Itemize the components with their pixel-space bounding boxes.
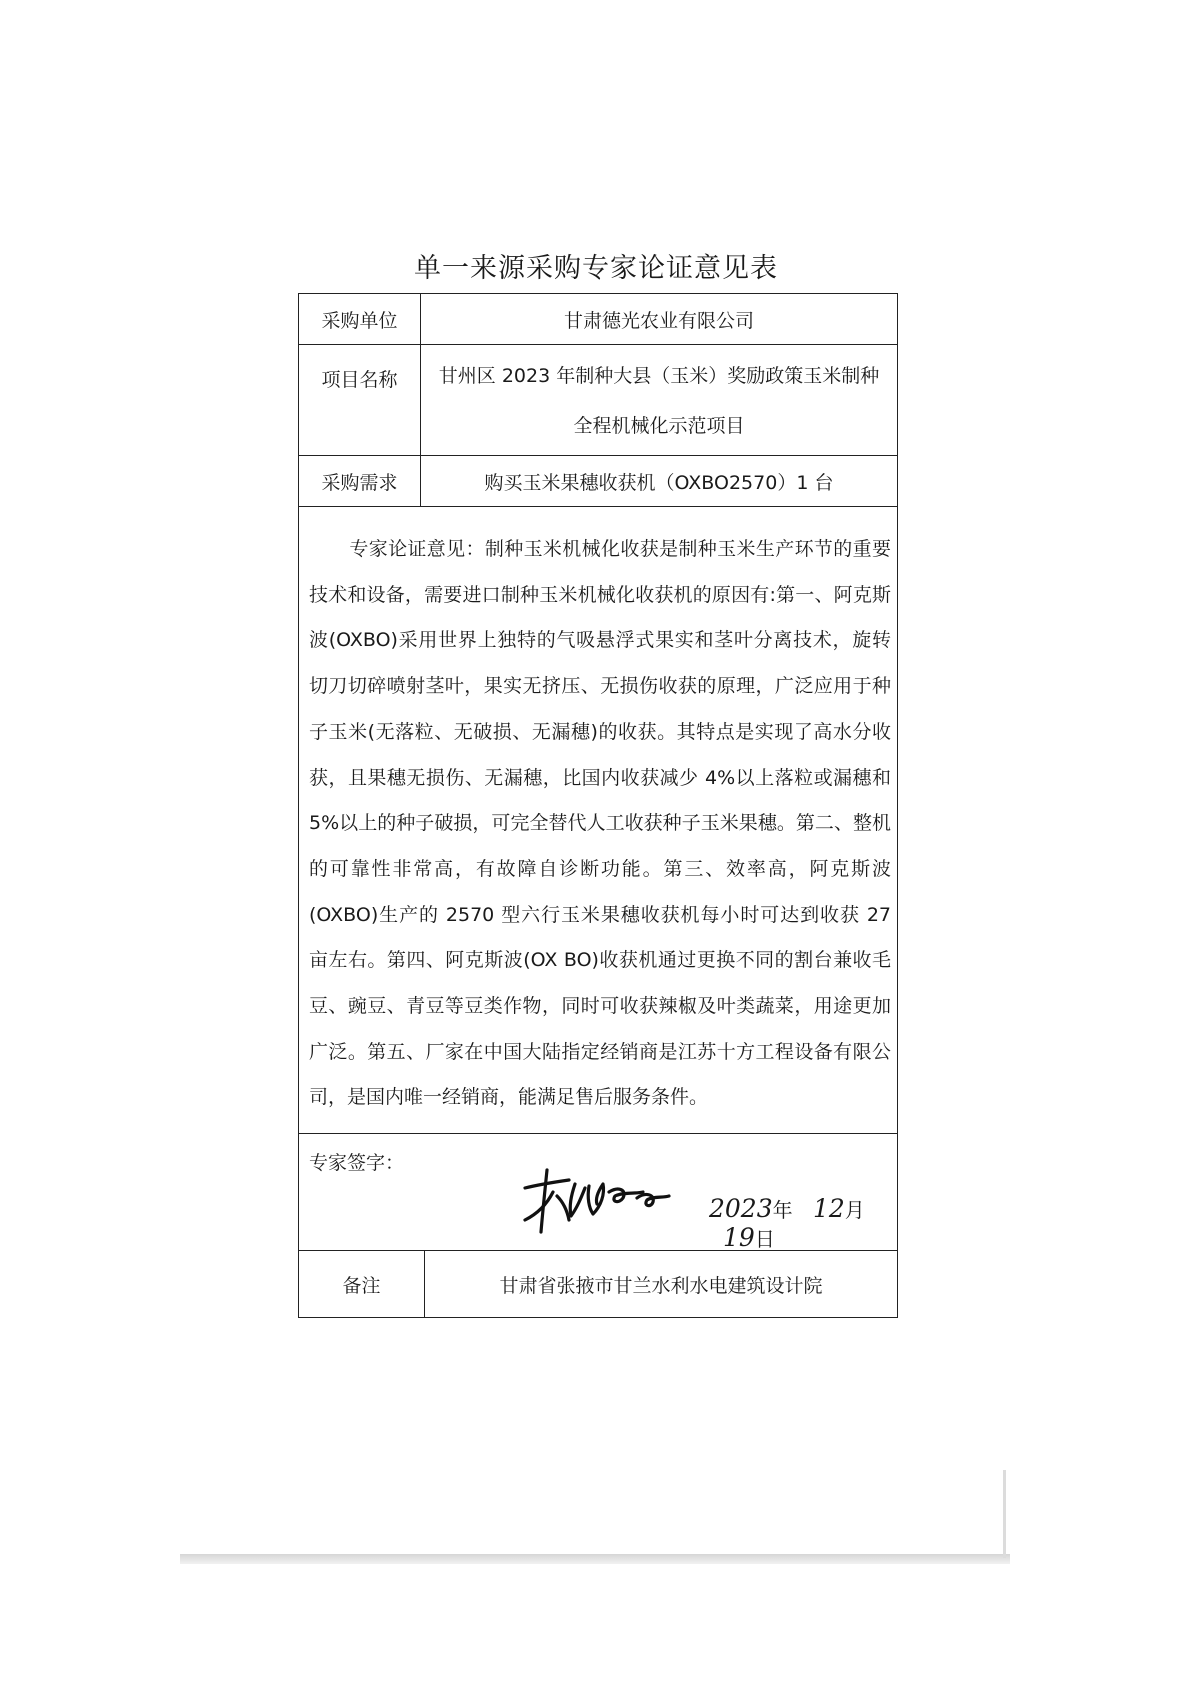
date-year-unit: 年 <box>772 1198 793 1223</box>
demand-value: 购买玉米果穗收获机（OXBO2570）1 台 <box>421 456 898 507</box>
date-year: 2023 <box>709 1194 773 1224</box>
row-demand <box>299 456 898 507</box>
date-day-unit: 日 <box>754 1227 775 1252</box>
scan-edge-shadow <box>180 1554 1010 1564</box>
row-remark <box>299 1251 898 1318</box>
remark-label: 备注 <box>299 1251 425 1318</box>
row-project <box>299 345 898 456</box>
date-month-unit: 月 <box>844 1198 865 1223</box>
expert-opinion-form <box>298 293 898 1318</box>
date-month: 12 <box>812 1194 845 1224</box>
document-title: 单一来源采购专家论证意见表 <box>414 253 778 284</box>
purchaser-label: 采购单位 <box>299 294 421 345</box>
row-signature <box>299 1134 898 1251</box>
handwritten-signature <box>519 1162 679 1238</box>
opinion-cell <box>299 507 898 1134</box>
signature-cell <box>299 1134 898 1251</box>
project-label: 项目名称 <box>299 345 421 456</box>
project-value-line1: 甘州区 2023 年制种大县（玉米）奖励政策玉米制种 <box>438 365 880 387</box>
signature-label: 专家签字： <box>309 1152 405 1175</box>
date-day: 19 <box>723 1223 755 1253</box>
demand-label: 采购需求 <box>299 456 421 507</box>
row-opinion <box>299 507 898 1134</box>
scan-edge-shadow-right <box>1003 1470 1006 1558</box>
project-value <box>421 345 898 456</box>
purchaser-value: 甘肃德光农业有限公司 <box>421 294 898 345</box>
row-purchaser <box>299 294 898 345</box>
opinion-text: 专家论证意见：制种玉米机械化收获是制种玉米生产环节的重要技术和设备，需要进口制种玉米机械化收获机的原因有:第一、阿克斯波(OXBO)采用世界上独特的气吸悬浮式果实和茎叶分离技术，旋转切刀切碎喷射茎叶，果实无挤压、无损伤收获的原理，广泛应用于种子玉米(无落粒、无破损、无漏穗)的收获。其特点是实现了高水分收获，且果穗无损伤、无漏穗，比国内收获减少 4%以上落粒或漏穗和5%以上的种子破损，可完全替代人工收获种子玉米果穗。第二、整机的可靠性非常高，有故障自诊断功能。第三、效率高，阿克斯波(OXBO)生产的 2570 型六行玉米果穗收获机每小时可达到收获 27 亩左右。第四、阿克斯波(OX BO)收获机通过更换不同的割台兼收毛豆、豌豆、青豆等豆类作物，同时可收获辣椒及叶类蔬菜，用途更加广泛。第五、厂家在中国大陆指定经销商是江苏十方工程设备有限公司，是国内唯一经销商，能满足售后服务条件。 <box>309 538 892 1109</box>
project-value-line2: 全程机械化示范项目 <box>573 415 745 437</box>
signature-date <box>709 1194 897 1252</box>
remark-value: 甘肃省张掖市甘兰水利水电建筑设计院 <box>425 1251 898 1318</box>
